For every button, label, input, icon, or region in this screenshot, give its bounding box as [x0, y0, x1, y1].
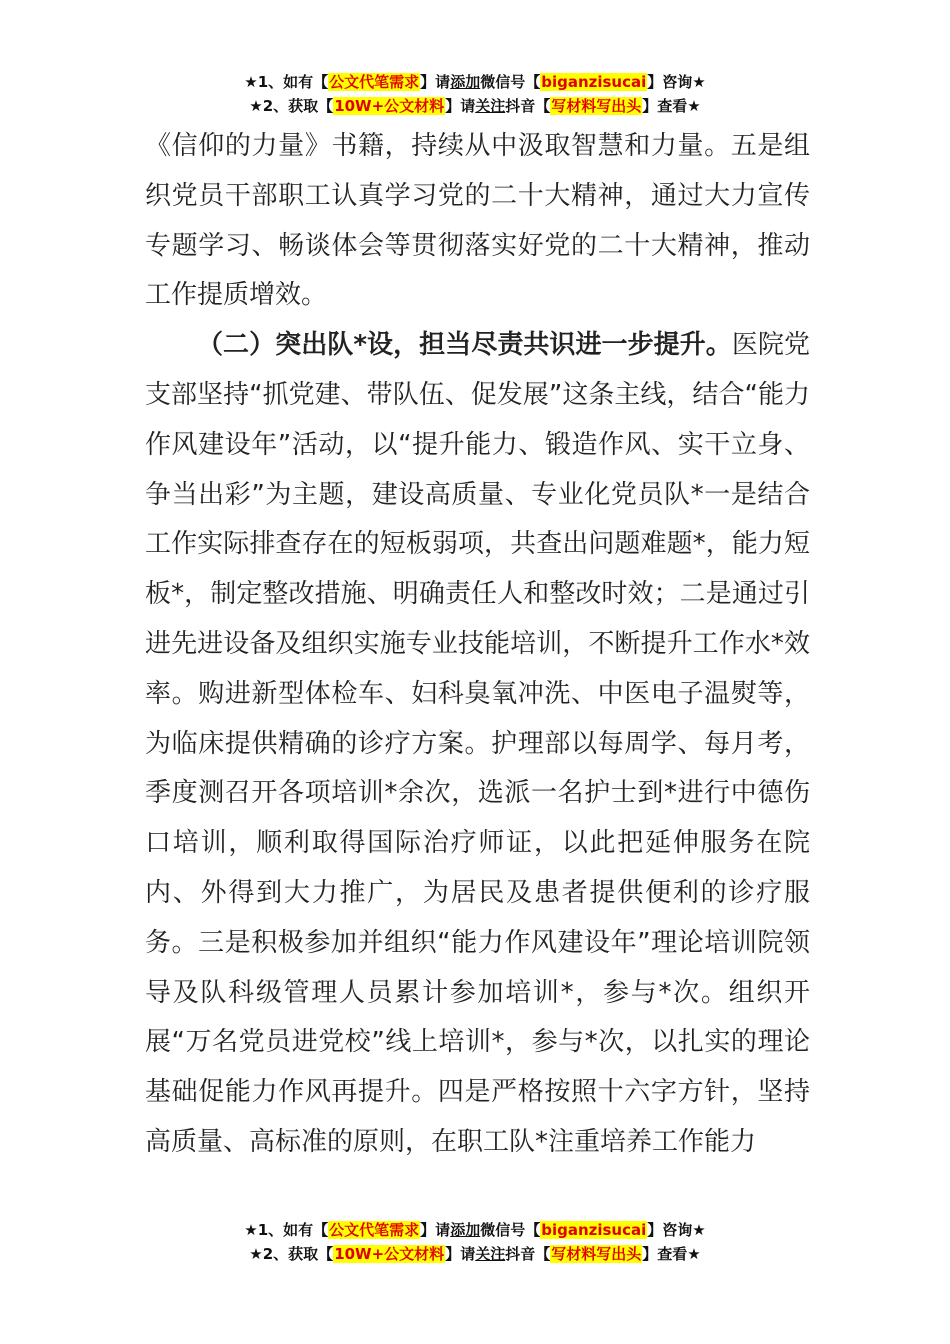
highlight-text: 写材料写出头	[551, 1245, 642, 1263]
banner-text: 】请	[420, 1221, 451, 1239]
banner-line-2	[0, 94, 950, 118]
document-body	[145, 122, 810, 1168]
banner-text: 微信号【	[480, 1221, 541, 1239]
banner-text: 】查看★	[642, 97, 701, 115]
highlight-text: 公文代笔需求	[329, 1221, 420, 1239]
banner-line-1	[0, 70, 950, 94]
banner-text: 】查看★	[642, 1245, 701, 1263]
banner-text: 抖音【	[505, 97, 551, 115]
paragraph	[145, 321, 810, 1168]
underlined-text: 关注	[475, 1245, 506, 1263]
underlined-text: 添加	[450, 1221, 481, 1239]
banner-text: ★2、获取【	[249, 1245, 334, 1263]
highlight-text: biganzisucai	[541, 73, 647, 91]
banner-text: ★1、如有【	[244, 1221, 329, 1239]
highlight-text: 10W+公文材料	[334, 1245, 445, 1263]
banner-text: 】请	[445, 97, 476, 115]
underlined-text: 添加	[450, 73, 481, 91]
banner-text: 】请	[445, 1245, 476, 1263]
highlight-text: biganzisucai	[541, 1221, 647, 1239]
footer-banner	[0, 1218, 950, 1266]
banner-line-1	[0, 1218, 950, 1242]
header-banner	[0, 70, 950, 118]
section-heading: （二）突出队*设，担当尽责共识进一步提升。	[197, 330, 732, 361]
banner-text: 抖音【	[505, 1245, 551, 1263]
banner-text: 】咨询★	[647, 1221, 706, 1239]
highlight-text: 公文代笔需求	[329, 73, 420, 91]
underlined-text: 关注	[475, 97, 506, 115]
banner-text: 】请	[420, 73, 451, 91]
banner-text: 】咨询★	[647, 73, 706, 91]
banner-text: ★2、获取【	[249, 97, 334, 115]
paragraph: 《信仰的力量》书籍，持续从中汲取智慧和力量。五是组织党员干部职工认真学习党的二十大精神，通过大力宣传专题学习、畅谈体会等贯彻落实好党的二十大精神，推动工作提质增效。	[145, 131, 810, 311]
highlight-text: 写材料写出头	[551, 97, 642, 115]
paragraph-text: 医院党支部坚持“抓党建、带队伍、促发展”这条主线，结合“能力作风建设年”活动，以“提升能力、锻造作风、实干立身、争当出彩”为主题，建设高质量、专业化党员队*一是结合工作实际排查存在的短板弱项，共查出问题难题*，能力短板*，制定整改措施、明确责任人和整改时效；二是通过引进先进设备及组织实施专业技能培训，不断提升工作水*效率。购进新型体检车、妇科臭氧冲洗、中医电子温熨等，为临床提供精确的诊疗方案。护理部以每周学、每月考，季度测召开各项培训*余次，选派一名护士到*进行中德伤口培训，顺利取得国际治疗师证，以此把延伸服务在院内、外得到大力推广，为居民及患者提供便利的诊疗服务。三是积极参加并组织“能力作风建设年”理论培训院领导及队科级管理人员累计参加培训*，参与*次。组织开展“万名党员进党校”线上培训*，参与*次，以扎实的理论基础促能力作风再提升。四是严格按照十六字方针，坚持高质量、高标准的原则，在职工队*注重培养工作能力	[145, 330, 810, 1157]
banner-text: ★1、如有【	[244, 73, 329, 91]
banner-line-2	[0, 1242, 950, 1266]
highlight-text: 10W+公文材料	[334, 97, 445, 115]
banner-text: 微信号【	[480, 73, 541, 91]
